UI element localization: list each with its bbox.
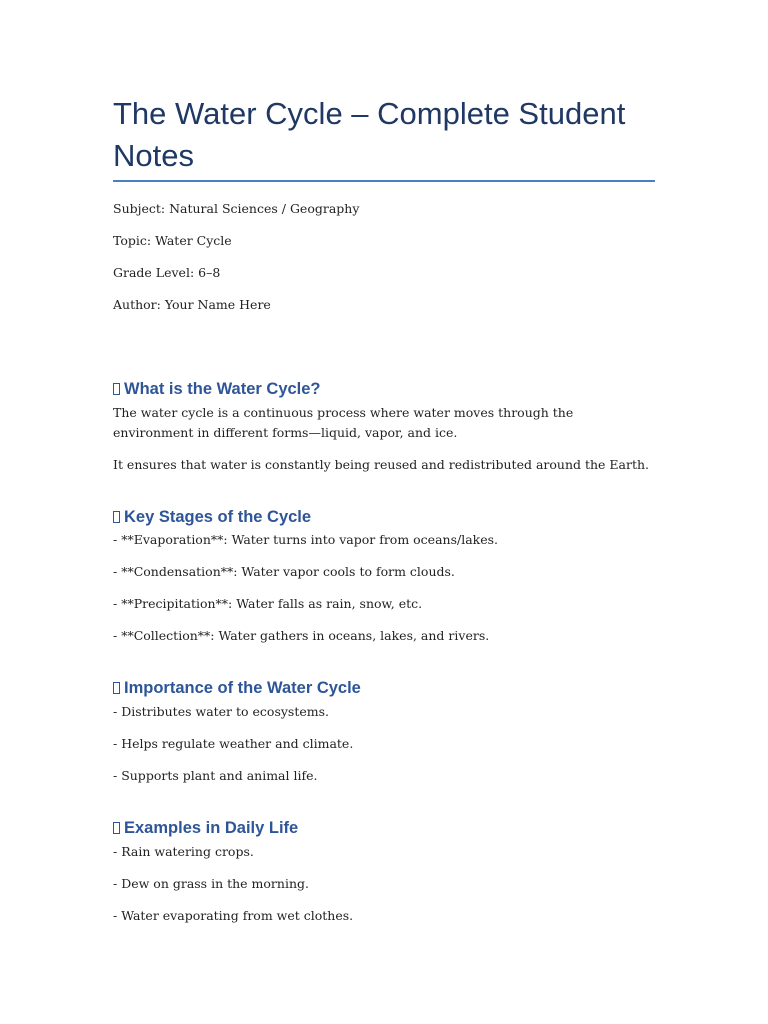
list-item: - Distributes water to ecosystems. [113, 704, 330, 719]
meta-author: Author: Your Name Here [113, 297, 271, 312]
missing-glyph-icon [113, 383, 120, 395]
document-title: The Water Cycle – Complete Student Notes [113, 96, 626, 173]
list-item: - Water evaporating from wet clothes. [113, 908, 354, 923]
meta-subject: Subject: Natural Sciences / Geography [113, 201, 360, 216]
section-heading-text: What is the Water Cycle? [124, 380, 321, 398]
section-paragraph: It ensures that water is constantly being reused and redistributed around the Earth. [113, 457, 650, 472]
list-item: - **Collection**: Water gathers in oceans, lakes, and rivers. [113, 628, 490, 643]
missing-glyph-icon [113, 511, 120, 523]
list-item: - Dew on grass in the morning. [113, 876, 309, 891]
section-heading-text: Examples in Daily Life [124, 819, 299, 837]
meta-grade-level: Grade Level: 6–8 [113, 265, 221, 280]
list-item: - **Evaporation**: Water turns into vapor from oceans/lakes. [113, 532, 499, 547]
section-paragraph: The water cycle is a continuous process where water moves through the environment in different forms—liquid, vapor, and ice. [113, 405, 574, 440]
section-heading-what-is [113, 378, 321, 400]
list-item: - Helps regulate weather and climate. [113, 736, 354, 751]
missing-glyph-icon [113, 682, 120, 694]
list-item: - **Precipitation**: Water falls as rain, snow, etc. [113, 596, 423, 611]
section-heading-importance [113, 677, 361, 699]
list-item: - Supports plant and animal life. [113, 768, 318, 783]
title-underline-rule [113, 180, 655, 182]
section-heading-examples [113, 817, 298, 839]
section-heading-text: Key Stages of the Cycle [124, 508, 312, 526]
meta-topic: Topic: Water Cycle [113, 233, 232, 248]
list-item: - Rain watering crops. [113, 844, 254, 859]
section-heading-key-stages [113, 506, 311, 528]
list-item: - **Condensation**: Water vapor cools to form clouds. [113, 564, 455, 579]
section-heading-text: Importance of the Water Cycle [124, 679, 361, 697]
missing-glyph-icon [113, 822, 120, 834]
